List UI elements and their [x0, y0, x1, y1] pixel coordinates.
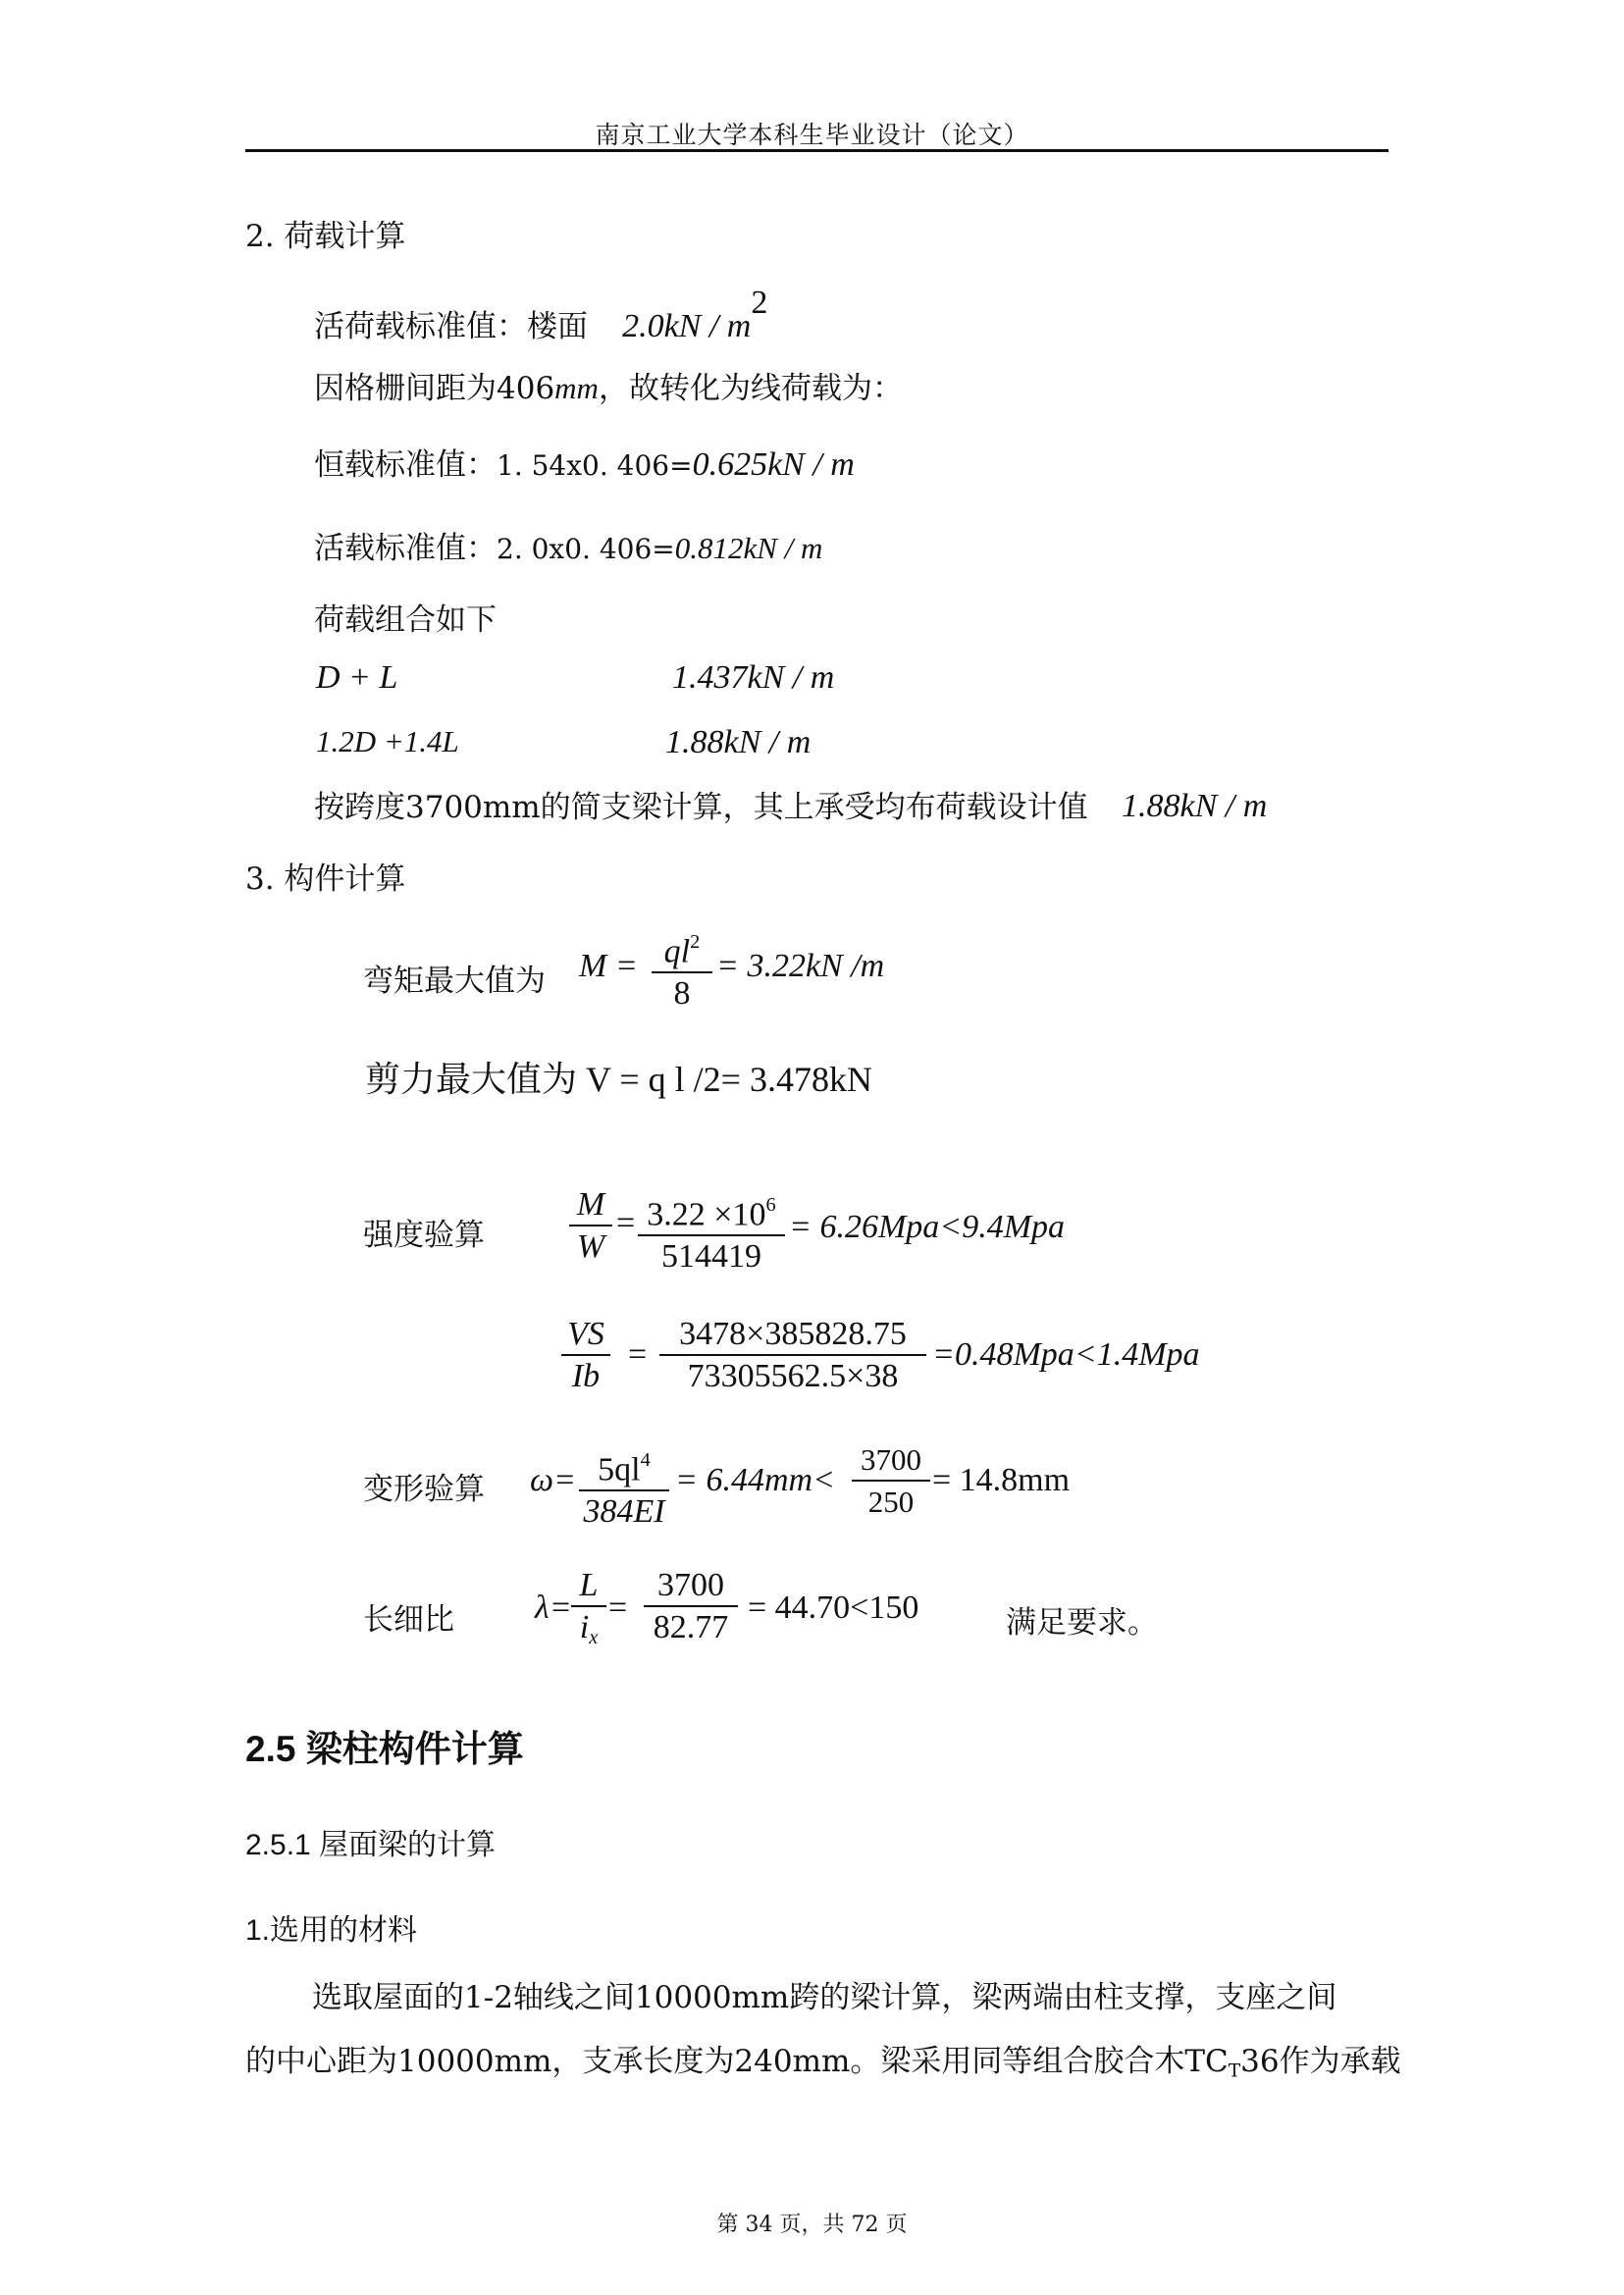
s1-den2: 514419 — [661, 1238, 761, 1276]
s1-num2-exp: 6 — [765, 1194, 776, 1216]
dead-line-value: 0.625kN / m — [692, 446, 855, 483]
moment-lhs: M = — [579, 948, 638, 984]
span-text: 按跨度3700mm的简支梁计算，其上承受均布荷载设计值 — [314, 790, 1088, 825]
combo-title: 荷载组合如下 — [314, 602, 497, 638]
s1-num2: 3.22 ×10 — [647, 1196, 766, 1233]
d-num-exp: 4 — [640, 1449, 651, 1471]
live-load-exp: 2 — [751, 285, 768, 321]
strength-vs-fraction — [561, 1315, 610, 1397]
combo-1-name: D + L — [316, 659, 398, 696]
moment-fraction — [652, 922, 712, 1015]
spacing-post: ，故转化为线荷载为： — [598, 371, 903, 406]
slender-value-fraction — [644, 1566, 738, 1648]
dead-line — [314, 440, 855, 484]
combo-2-value: 1.88kN / m — [665, 724, 812, 760]
sl-eq: = — [608, 1590, 628, 1626]
subsection-heading: 2.5.1 屋面梁的计算 — [245, 1829, 497, 1861]
paragraph-line-1: 选取屋面的1-2轴线之间10000mm跨的梁计算，梁两端由柱支撑，支座之间 — [312, 1980, 1337, 2015]
paragraph-line-2-pre: 的中心距为10000mm，支承长度为240mm。梁采用同等组合胶合木TC — [245, 2044, 1229, 2079]
s1-den: W — [576, 1228, 605, 1265]
moment-rhs: = 3.22kN /m — [716, 948, 885, 984]
page-header: 南京工业大学本科生毕业设计（论文） — [595, 121, 1029, 149]
d-den: 384EI — [583, 1493, 665, 1531]
sl-num: L — [571, 1566, 606, 1607]
paragraph-line-2 — [245, 2036, 1401, 2082]
span-value: 1.88kN / m — [1122, 788, 1268, 824]
slender-label: 长细比 — [363, 1602, 454, 1638]
live-line-label: 活载标准值： — [314, 531, 497, 566]
moment-label: 弯矩最大值为 — [363, 964, 546, 999]
slender-lix-fraction — [571, 1566, 606, 1658]
spacing-line — [314, 363, 903, 407]
moment-num: ql — [663, 933, 691, 970]
live-line-expr: 2. 0x0. 406= — [497, 533, 675, 565]
dead-line-label: 恒载标准值： — [314, 447, 497, 483]
s2-eq: = — [628, 1336, 648, 1373]
header-rule — [245, 149, 1388, 152]
d-mid: = 6.44mm< — [675, 1462, 835, 1498]
s1-rhs: = 6.26Mpa<9.4Mpa — [789, 1209, 1066, 1245]
slender-symbol: λ= — [535, 1590, 572, 1626]
moment-num-exp: 2 — [690, 931, 701, 953]
sl-rhs: = 44.70<150 — [748, 1590, 919, 1626]
s2-den: Ib — [571, 1358, 601, 1394]
live-line-value: 0.812kN / m — [674, 531, 823, 565]
member-calc-heading: 3. 构件计算 — [245, 861, 406, 897]
deform-symbol: ω= — [530, 1462, 576, 1498]
deform-fraction — [579, 1440, 669, 1533]
d-num: 5ql — [598, 1451, 641, 1488]
live-load-label: 活荷载标准值：楼面 — [314, 308, 588, 344]
page-number: 第 34 页，共 72 页 — [716, 2213, 908, 2237]
load-calc-heading: 2. 荷载计算 — [245, 219, 406, 254]
paragraph-line-2-sub: T — [1228, 2060, 1241, 2082]
section-heading: 2.5 梁柱构件计算 — [245, 1729, 524, 1769]
spacing-unit: mm — [554, 371, 599, 405]
d-den2: 250 — [867, 1485, 915, 1519]
strength-shear-fraction — [659, 1315, 926, 1397]
live-line — [314, 523, 822, 567]
s2-num2: 3478×385828.75 — [659, 1315, 926, 1356]
s2-den2: 73305562.5×38 — [687, 1358, 899, 1394]
live-load-line — [314, 285, 767, 345]
deform-label: 变形验算 — [363, 1472, 485, 1507]
d-num2: 3700 — [852, 1440, 930, 1482]
spacing-pre: 因格栅间距为406 — [314, 371, 555, 406]
combo-2-name: 1.2D +1.4L — [316, 724, 459, 758]
s1-num: M — [569, 1185, 612, 1226]
dead-line-expr: 1. 54x0. 406= — [497, 449, 693, 482]
slender-ok: 满足要求。 — [1006, 1605, 1158, 1641]
shear-line: 剪力最大值为 V = q l /2= 3.478kN — [365, 1060, 872, 1099]
paragraph-line-2-post: 36作为承载 — [1240, 2044, 1401, 2079]
s2-num: VS — [561, 1315, 610, 1356]
s1-eq: = — [616, 1205, 636, 1241]
s2-rhs: =0.48Mpa<1.4Mpa — [932, 1336, 1200, 1373]
strength-mw-fraction — [569, 1185, 612, 1268]
live-load-value: 2.0kN / m — [622, 307, 752, 344]
strength-value-fraction — [638, 1185, 785, 1278]
deform-limit-fraction — [852, 1440, 930, 1523]
sl-num2: 3700 — [644, 1566, 738, 1607]
item-heading: 1.选用的材料 — [245, 1914, 418, 1947]
sl-den2: 82.77 — [653, 1609, 729, 1645]
strength-label: 强度验算 — [363, 1218, 485, 1253]
sl-den: i — [579, 1609, 590, 1645]
combo-1-value: 1.437kN / m — [672, 659, 835, 696]
moment-den: 8 — [673, 975, 691, 1013]
sl-den-sub: x — [589, 1627, 599, 1649]
d-rhs: = 14.8mm — [932, 1462, 1071, 1498]
